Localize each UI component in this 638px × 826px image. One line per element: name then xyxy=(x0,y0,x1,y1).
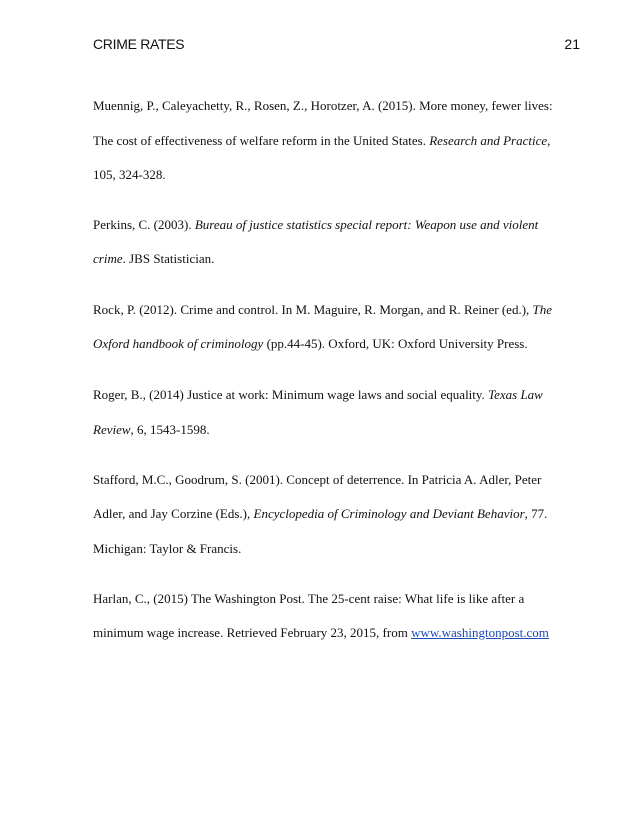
reference-italic-text: Encyclopedia of Criminology and Deviant Behavior xyxy=(253,506,525,521)
reference-italic-text: Oxford handbook of criminology xyxy=(93,336,264,351)
reference-line xyxy=(93,302,552,318)
reference-line xyxy=(93,387,543,403)
reference-italic-text: Bureau of justice statistics special report: Weapon use and violent xyxy=(194,217,539,232)
reference-text: Adler, and Jay Corzine (Eds.), xyxy=(93,506,254,521)
reference-line xyxy=(93,422,210,438)
reference-text: The cost of effectiveness of welfare reform in the United States. xyxy=(93,133,430,148)
reference-italic-text: Research and Practice xyxy=(429,133,548,148)
reference-line xyxy=(93,541,241,557)
reference-text: , 6, 1543-1598. xyxy=(130,422,210,437)
reference-italic-text: Texas Law xyxy=(488,387,543,402)
reference-text: Roger, B., (2014) Justice at work: Minimum wage laws and social equality. xyxy=(93,387,489,402)
running-head: CRIME RATES xyxy=(93,36,185,52)
reference-text: Stafford, M.C., Goodrum, S. (2001). Concept of deterrence. In Patricia A. Adler, Peter xyxy=(93,472,542,487)
reference-line xyxy=(93,133,550,149)
page-header xyxy=(93,36,580,56)
reference-text: . JBS Statistician. xyxy=(122,251,215,266)
reference-italic-text: crime xyxy=(93,251,123,266)
page-number: 21 xyxy=(564,36,580,52)
reference-text: Michigan: Taylor & Francis. xyxy=(93,541,242,556)
reference-line xyxy=(93,506,547,522)
reference-text: Muennig, P., Caleyachetty, R., Rosen, Z., Horotzer, A. (2015). More money, fewer lives: xyxy=(93,98,553,113)
reference-line xyxy=(93,217,538,233)
reference-line xyxy=(93,591,524,607)
reference-link[interactable]: www.washingtonpost.com xyxy=(411,625,549,640)
reference-line xyxy=(93,251,214,267)
reference-text: Rock, P. (2012). Crime and control. In M. Maguire, R. Morgan, and R. Reiner (ed.), xyxy=(93,302,533,317)
reference-line xyxy=(93,336,528,352)
reference-italic-text: Review xyxy=(93,422,131,437)
reference-text: (pp.44-45). Oxford, UK: Oxford University Press. xyxy=(263,336,528,351)
reference-line xyxy=(93,472,541,488)
reference-italic-text: The xyxy=(532,302,553,317)
reference-line xyxy=(93,167,166,183)
reference-text: minimum wage increase. Retrieved February 23, 2015, from xyxy=(93,625,412,640)
reference-line xyxy=(93,625,549,641)
reference-text: , xyxy=(547,133,551,148)
reference-line xyxy=(93,98,553,114)
reference-text: , 77. xyxy=(524,506,548,521)
reference-text: 105, 324-328. xyxy=(93,167,166,182)
reference-text: Perkins, C. (2003). xyxy=(93,217,195,232)
reference-text: Harlan, C., (2015) The Washington Post. The 25-cent raise: What life is like after a xyxy=(93,591,525,606)
